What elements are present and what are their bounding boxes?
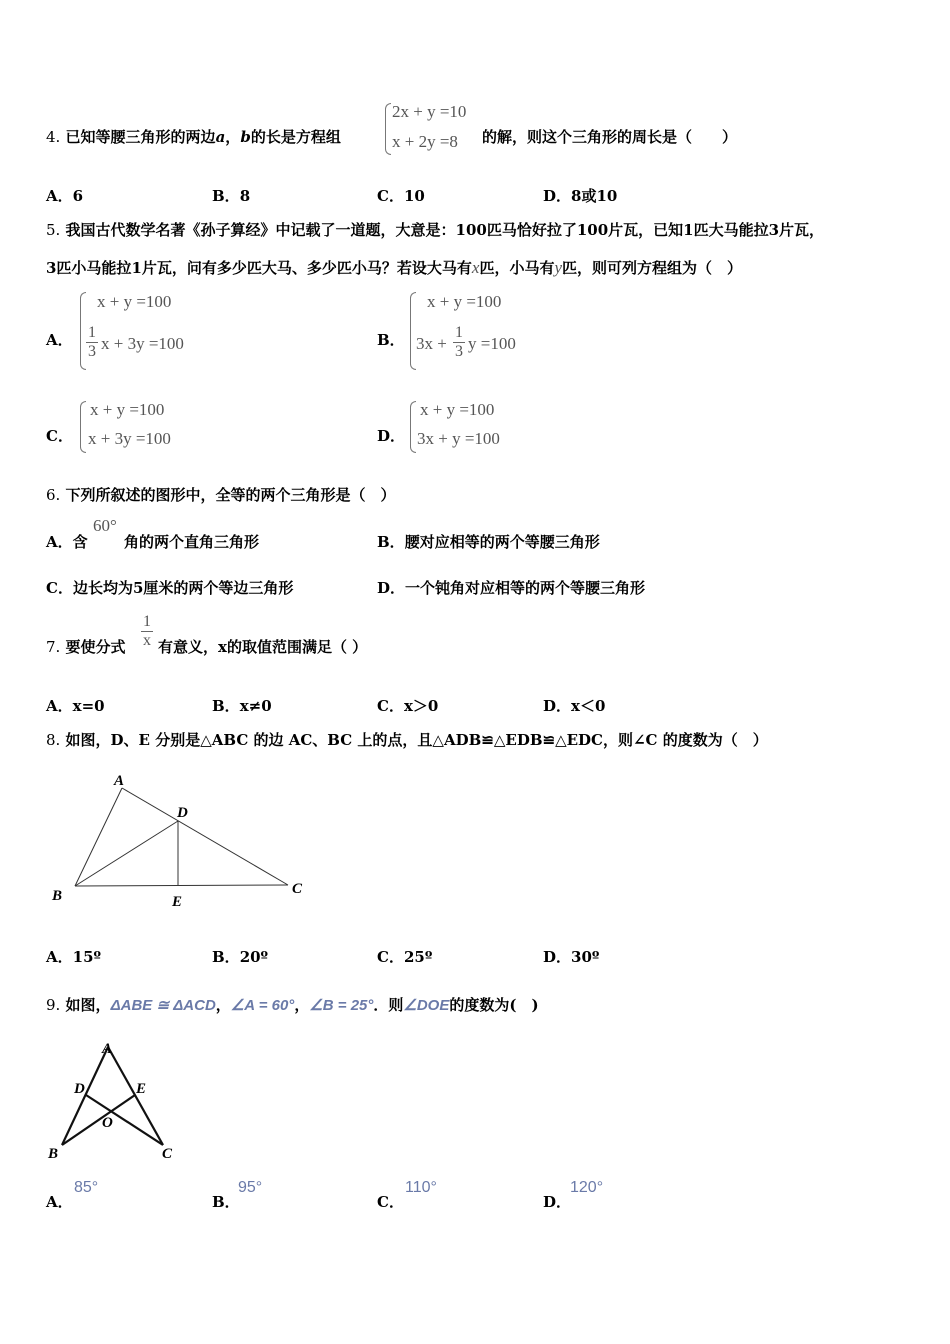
q7-stem-pre: 7. 要使分式 xyxy=(46,638,126,656)
q6-option-b[interactable]: B．腰对应相等的两个等腰三角形 xyxy=(377,533,600,551)
q5-option-b-label[interactable]: B． xyxy=(377,331,405,349)
q9-math-angle-doe: ∠DOE xyxy=(403,997,450,1014)
q7-fraction: 1 x xyxy=(143,613,151,649)
q4-text-before: 已知等腰三角形的两边 xyxy=(65,128,216,146)
q4-option-c[interactable]: C．10 xyxy=(377,187,425,205)
q4-var-a: a xyxy=(215,128,226,146)
q9-stem: 9. 如图，ΔABE ≅ ΔACD，∠A = 60°，∠B = 25°．则∠DOE的度数为( ) xyxy=(46,996,539,1014)
q9-option-a-label[interactable]: A． xyxy=(46,1193,73,1211)
q4-equation-1: 2x + y =10 xyxy=(392,102,467,121)
q4-equation-2: x + 2y =8 xyxy=(392,132,458,151)
q5-var-x: x xyxy=(471,258,480,277)
q8-option-b[interactable]: B．20º xyxy=(212,948,269,966)
q8-side-ac xyxy=(122,788,288,885)
q5-option-b-eq2: y =100 xyxy=(468,334,516,353)
q5-option-b-eq2-pre: 3x + xyxy=(416,334,447,353)
q9-option-c-value: 110° xyxy=(405,1179,437,1196)
q6-option-a[interactable]: A．含 xyxy=(46,533,88,551)
q9-option-d-value: 120° xyxy=(570,1179,604,1196)
q5-option-c-brace xyxy=(80,401,86,453)
q9-option-c-label[interactable]: C． xyxy=(377,1193,404,1211)
q5-option-a-eq1: x + y =100 xyxy=(97,292,172,311)
q8-label-a: A xyxy=(114,773,125,789)
q8-label-d: D xyxy=(177,805,188,821)
q9-triangle-figure xyxy=(40,1035,190,1165)
q9-option-d-label[interactable]: D． xyxy=(543,1193,572,1211)
q5-stem-line1 xyxy=(46,221,824,239)
q9-math-congruence: ΔABE ≅ ΔACD xyxy=(110,997,216,1014)
q5-option-d-brace xyxy=(410,401,416,453)
q8-side-bc xyxy=(75,885,288,886)
q4-stem xyxy=(46,128,341,146)
q4-equation-brace xyxy=(385,103,391,155)
q7-option-b[interactable]: B．x≠0 xyxy=(212,697,272,715)
q6-text: 下列所叙述的图形中，全等的两个三角形是（ ） xyxy=(65,486,396,504)
q5-option-c-eq1: x + y =100 xyxy=(90,400,165,419)
q4-var-b: b xyxy=(240,128,251,146)
q4-number: 4. xyxy=(46,128,61,146)
q8-stem xyxy=(46,731,768,749)
q9-label-a: A xyxy=(102,1041,113,1057)
q5-option-a-label[interactable]: A． xyxy=(46,331,73,349)
q6-stem xyxy=(46,486,396,504)
q7-option-a[interactable]: A．x=0 xyxy=(46,697,105,715)
q4-option-b[interactable]: B．8 xyxy=(212,187,251,205)
q6-number: 6. xyxy=(46,486,61,504)
q4-option-d[interactable]: D．8或10 xyxy=(543,187,618,205)
q9-option-b-value: 95° xyxy=(238,1179,263,1196)
q5-option-c-eq2: x + 3y =100 xyxy=(88,429,171,448)
q5-option-a-eq2: x + 3y =100 xyxy=(101,334,184,353)
q8-option-c[interactable]: C．25º xyxy=(377,948,433,966)
q9-label-c: C xyxy=(162,1146,173,1162)
q9-math-angle-a: ∠A = 60° xyxy=(230,997,295,1014)
q9-math-angle-b: ∠B = 25° xyxy=(309,997,374,1014)
q8-triangle-figure xyxy=(40,765,320,915)
q4-text-after: 的解，则这个三角形的周长是（ ） xyxy=(482,128,738,146)
q8-label-b: B xyxy=(52,888,63,904)
q9-option-b-label[interactable]: B． xyxy=(212,1193,240,1211)
q5-var-y: y xyxy=(554,258,562,277)
q5-option-b-fraction: 1 3 xyxy=(455,324,463,360)
q5-line1-text: 我国古代数学名著《孙子算经》中记载了一道题，大意是：100匹马恰好拉了100片瓦，已知1匹大马能拉3片瓦， xyxy=(65,221,825,239)
q9-label-e: E xyxy=(136,1081,147,1097)
q5-number: 5. xyxy=(46,221,61,239)
q9-label-o: O xyxy=(102,1115,113,1131)
q5-option-b-eq1: x + y =100 xyxy=(427,292,502,311)
q5-option-c-label[interactable]: C． xyxy=(46,427,73,445)
q7-number: 7. xyxy=(46,638,61,656)
q7-option-c[interactable]: C．x＞0 xyxy=(377,697,439,715)
q5-option-d-eq1: x + y =100 xyxy=(420,400,495,419)
q6-option-a-post: 角的两个直角三角形 xyxy=(124,533,260,551)
q6-option-a-math: 60° xyxy=(93,516,117,535)
q5-option-a-fraction: 1 3 xyxy=(88,324,96,360)
q6-option-d[interactable]: D．一个钝角对应相等的两个等腰三角形 xyxy=(377,579,646,597)
q9-number: 9. xyxy=(46,996,61,1014)
q8-option-d[interactable]: D．30º xyxy=(543,948,600,966)
q7-stem-post: 有意义，x的取值范围满足（ ） xyxy=(158,638,368,656)
q4-option-a[interactable]: A．6 xyxy=(46,187,84,205)
q8-option-a[interactable]: A．15º xyxy=(46,948,102,966)
q9-option-a-value: 85° xyxy=(74,1179,99,1196)
q6-option-c[interactable]: C．边长均为5厘米的两个等边三角形 xyxy=(46,579,294,597)
q7-option-d[interactable]: D．x＜0 xyxy=(543,697,606,715)
q4-comma: ， xyxy=(225,128,241,146)
q8-label-e: E xyxy=(172,894,183,910)
q4-text-mid: 的长是方程组 xyxy=(250,128,341,146)
q5-option-b-brace xyxy=(410,292,416,370)
q5-stem-line2: 3匹小马能拉1片瓦，问有多少匹大马、多少匹小马？若设大马有x匹，小马有y匹，则可列方程组为（ ） xyxy=(46,258,743,277)
q8-label-c: C xyxy=(292,881,303,897)
q5-option-d-label[interactable]: D． xyxy=(377,427,406,445)
q5-option-d-eq2: 3x + y =100 xyxy=(417,429,500,448)
q8-text: 如图，D、E 分别是△ABC 的边 AC、BC 上的点，且△ADB≌△EDB≌△EDC，则∠C 的度数为（ ） xyxy=(65,731,768,749)
q9-label-d: D xyxy=(74,1081,85,1097)
q8-number: 8. xyxy=(46,731,61,749)
q9-label-b: B xyxy=(48,1146,59,1162)
